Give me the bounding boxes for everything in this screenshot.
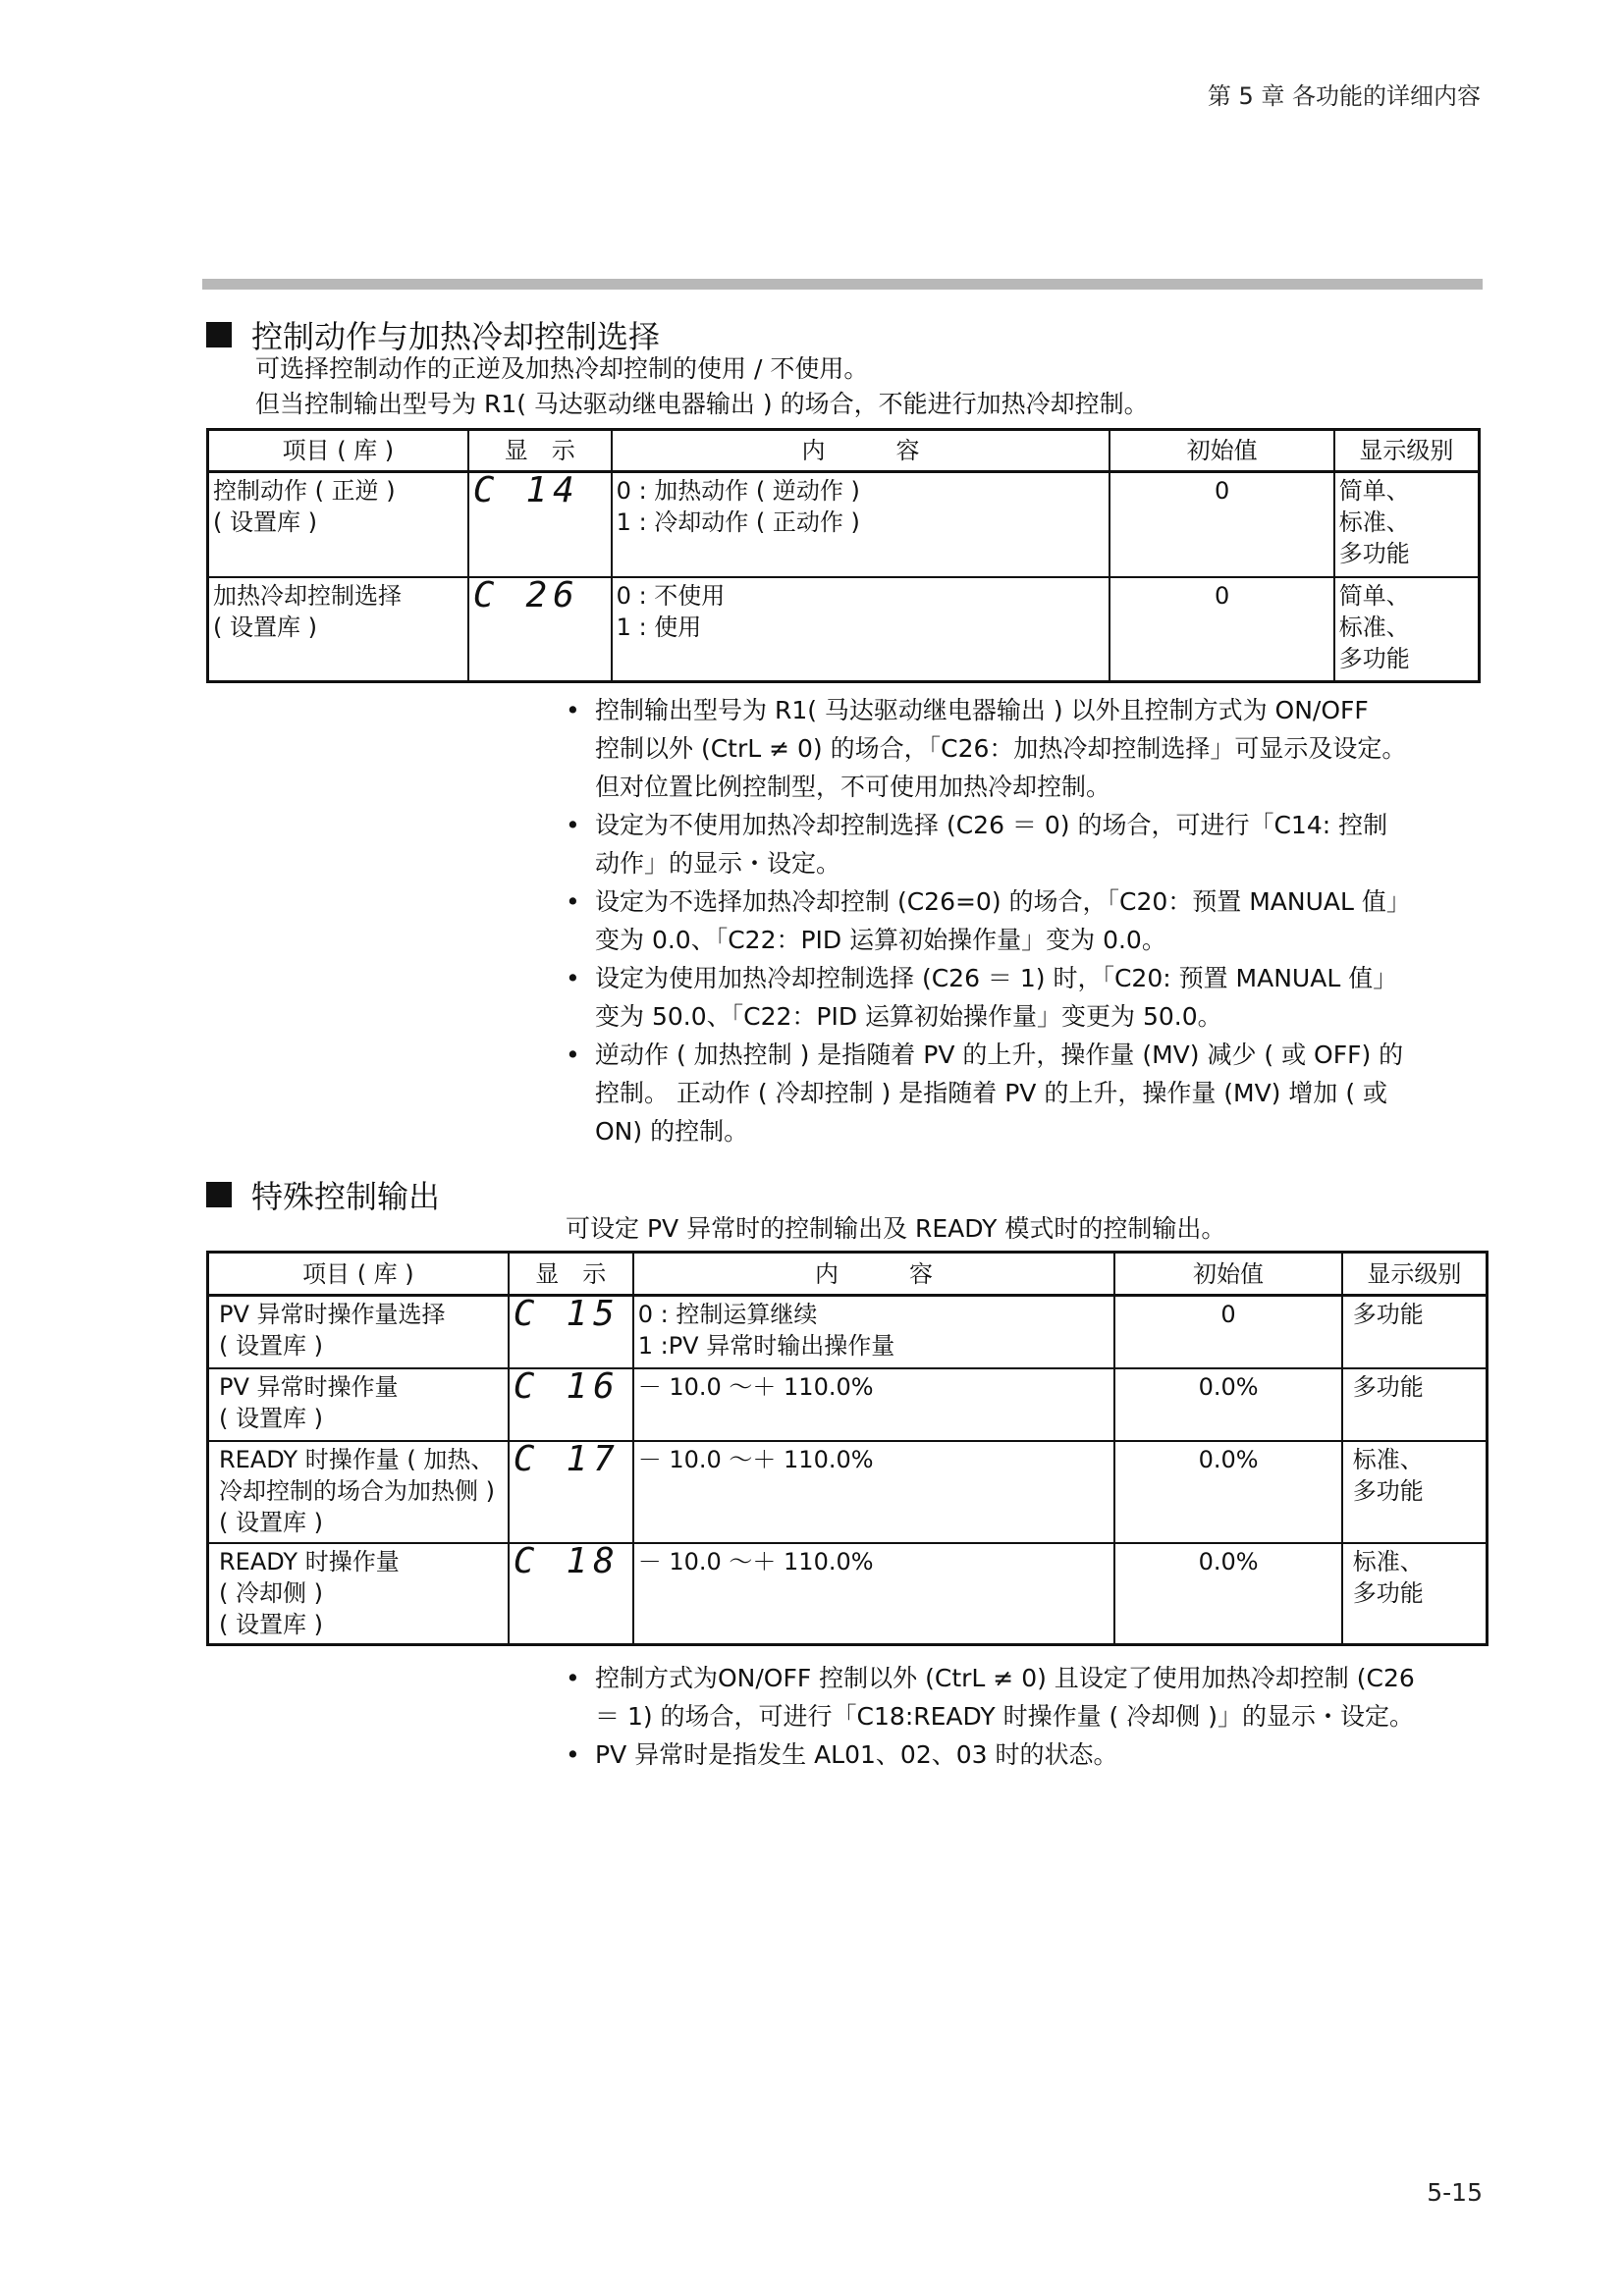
square-bullet-icon [206, 322, 232, 347]
initial-value: 0.0% [1114, 1368, 1341, 1441]
level-line: 标准、 [1338, 508, 1410, 536]
item-cell [208, 1296, 509, 1368]
content-line: 0 : 控制运算继续 [637, 1301, 818, 1328]
content-cell [633, 1368, 1115, 1441]
initial-value: 0 [1110, 577, 1333, 682]
item-cell [208, 1368, 509, 1441]
item-line: 冷却控制的场合为加热侧 ) [219, 1476, 495, 1505]
item-line: 加热冷却控制选择 [213, 581, 402, 610]
intro-line: 可选择控制动作的正逆及加热冷却控制的使用 / 不使用。 [255, 354, 869, 383]
segment-prefix: C [513, 1294, 541, 1334]
item-line: ( 设置库 ) [219, 1404, 323, 1432]
content-cell [633, 1543, 1115, 1645]
list-item [560, 882, 1492, 959]
content-cell [633, 1296, 1115, 1368]
level-line: 简单、 [1338, 581, 1410, 610]
content-line: 1 : 冷却动作 ( 正动作 ) [616, 508, 860, 536]
table-row [208, 1296, 1488, 1368]
list-item [560, 806, 1492, 882]
intro-line: 但当控制输出型号为 R1( 马达驱动继电器输出 ) 的场合，不能进行加热冷却控制。 [255, 390, 1149, 418]
list-item [560, 1659, 1492, 1735]
item-cell [208, 577, 468, 682]
level-line: 简单、 [1338, 477, 1410, 505]
content-cell [633, 1441, 1115, 1543]
item-line: READY 时操作量 ( 加热、 [219, 1445, 495, 1473]
level-cell [1334, 577, 1480, 682]
content-line: 0 : 不使用 [616, 581, 726, 610]
level-line: 多功能 [1338, 540, 1410, 567]
level-cell [1334, 472, 1480, 577]
segment-display [509, 1540, 633, 1645]
col-header-item: 项目 ( 库 ) [208, 430, 468, 472]
note-line: • 控制方式为ON/OFF 控制以外 (CtrL ≠ 0) 且设定了使用加热冷却控制 (C26 [595, 1664, 1415, 1692]
initial-value: 0 [1110, 472, 1333, 577]
initial-value: 0.0% [1114, 1543, 1341, 1645]
content-cell [612, 472, 1110, 577]
section-divider [202, 279, 1483, 290]
note-line: • 控制输出型号为 R1( 马达驱动继电器输出 ) 以外且控制方式为 ON/OFF [595, 696, 1369, 724]
special-output-table [206, 1251, 1489, 1646]
level-line: 标准、 [1352, 1445, 1424, 1473]
item-cell [208, 472, 468, 577]
segment-display [509, 1296, 633, 1368]
segment-prefix: C [472, 574, 501, 615]
table-header-row [208, 430, 1480, 472]
col-header-display: 显 示 [509, 1253, 633, 1296]
notes-list [560, 1659, 1492, 1774]
segment-display [509, 1365, 633, 1441]
square-bullet-icon [206, 1182, 232, 1207]
item-line: ( 设置库 ) [219, 1508, 323, 1536]
item-cell [208, 1441, 509, 1543]
chapter-header: 第 5 章 各功能的详细内容 [1207, 82, 1481, 110]
segment-number: 16 [566, 1365, 621, 1407]
item-line: ( 设置库 ) [219, 1332, 323, 1360]
list-item [560, 1036, 1492, 1150]
section-intro: 可设定 PV 异常时的控制输出及 READY 模式时的控制输出。 [566, 1214, 1226, 1243]
content-cell [612, 577, 1110, 682]
item-line: 控制动作 ( 正逆 ) [213, 477, 396, 505]
item-line: ( 设置库 ) [213, 508, 317, 536]
note-line: • 设定为不使用加热冷却控制选择 (C26 ＝ 0) 的场合，可进行「C14: 控制 [595, 811, 1388, 839]
col-header-initial: 初始值 [1114, 1253, 1341, 1296]
note-line: ＝ 1) 的场合，可进行「C18:READY 时操作量 ( 冷却侧 )」的显示・设定。 [595, 1702, 1414, 1731]
level-cell [1342, 1543, 1488, 1645]
note-line: 变为 0.0、「C22：PID 运算初始操作量」变为 0.0。 [595, 926, 1166, 954]
col-header-item: 项目 ( 库 ) [208, 1253, 509, 1296]
col-header-level: 显示级别 [1342, 1253, 1488, 1296]
table-row [208, 1543, 1488, 1645]
section-title: 特殊控制输出 [251, 1178, 441, 1215]
section-heading-special-output [206, 1172, 440, 1217]
content-line: － 10.0 ～＋ 110.0% [637, 1445, 874, 1473]
item-line: ( 冷却侧 ) [219, 1578, 323, 1607]
segment-prefix: C [513, 1365, 541, 1407]
segment-number: 15 [566, 1294, 621, 1334]
item-line: PV 异常时操作量 [219, 1372, 399, 1401]
segment-display [468, 472, 612, 577]
content-line: 1 : 使用 [616, 613, 702, 641]
control-action-table [206, 428, 1481, 683]
level-line: 标准、 [1352, 1547, 1424, 1575]
segment-number: 14 [525, 470, 580, 510]
initial-value: 0 [1114, 1296, 1341, 1368]
col-header-content: 内 容 [612, 430, 1110, 472]
col-header-level: 显示级别 [1334, 430, 1480, 472]
section-title: 控制动作与加热冷却控制选择 [251, 318, 661, 355]
level-cell [1342, 1296, 1488, 1368]
segment-number: 26 [525, 574, 580, 615]
note-line: ON) 的控制。 [595, 1117, 749, 1146]
segment-number: 17 [566, 1438, 621, 1479]
segment-prefix: C [513, 1540, 541, 1581]
content-line: 1 :PV 异常时输出操作量 [637, 1332, 895, 1360]
content-line: － 10.0 ～＋ 110.0% [637, 1547, 874, 1575]
note-line: 动作」的显示・设定。 [595, 849, 841, 878]
segment-display [468, 574, 612, 682]
content-line: － 10.0 ～＋ 110.0% [637, 1372, 874, 1401]
table-row [208, 1368, 1488, 1441]
item-line: READY 时操作量 [219, 1547, 400, 1575]
level-cell [1342, 1368, 1488, 1441]
note-line: • 设定为不选择加热冷却控制 (C26=0) 的场合，「C20：预置 MANUAL 值」 [595, 887, 1411, 916]
item-line: PV 异常时操作量选择 [219, 1301, 446, 1328]
segment-display [509, 1438, 633, 1543]
notes-list [560, 691, 1492, 1150]
note-line: • 设定为使用加热冷却控制选择 (C26 ＝ 1) 时，「C20: 预置 MANUAL 值」 [595, 964, 1398, 992]
segment-prefix: C [472, 470, 501, 510]
note-line: • PV 异常时是指发生 AL01、02、03 时的状态。 [595, 1740, 1118, 1769]
table-row [208, 577, 1480, 682]
note-line: 控制以外 (CtrL ≠ 0) 的场合，「C26：加热冷却控制选择」可显示及设定。 [595, 734, 1407, 763]
level-line: 多功能 [1352, 1372, 1424, 1401]
table-header-row [208, 1253, 1488, 1296]
page-number: 5-15 [1427, 2178, 1483, 2207]
level-line: 多功能 [1352, 1301, 1424, 1328]
segment-number: 18 [566, 1540, 621, 1581]
table-row [208, 472, 1480, 577]
col-header-content: 内 容 [633, 1253, 1115, 1296]
table-row [208, 1441, 1488, 1543]
note-line: 但对位置比例控制型，不可使用加热冷却控制。 [595, 773, 1111, 801]
level-line: 多功能 [1352, 1476, 1424, 1505]
list-item [560, 959, 1492, 1036]
level-line: 多功能 [1352, 1578, 1424, 1607]
list-item [560, 1735, 1492, 1774]
col-header-display: 显 示 [468, 430, 612, 472]
level-line: 标准、 [1338, 613, 1410, 641]
item-cell [208, 1543, 509, 1645]
note-line: • 逆动作 ( 加热控制 ) 是指随着 PV 的上升，操作量 (MV) 减少 ( 或 OFF) 的 [595, 1041, 1404, 1069]
initial-value: 0.0% [1114, 1441, 1341, 1543]
content-line: 0 : 加热动作 ( 逆动作 ) [616, 477, 860, 505]
section-intro [255, 351, 1149, 422]
segment-prefix: C [513, 1438, 541, 1479]
item-line: ( 设置库 ) [219, 1610, 323, 1638]
note-line: 变为 50.0、「C22：PID 运算初始操作量」变更为 50.0。 [595, 1002, 1222, 1031]
col-header-initial: 初始值 [1110, 430, 1333, 472]
note-line: 控制。 正动作 ( 冷却控制 ) 是指随着 PV 的上升，操作量 (MV) 增加 ( 或 [595, 1079, 1388, 1107]
list-item [560, 691, 1492, 806]
level-cell [1342, 1441, 1488, 1543]
level-line: 多功能 [1338, 644, 1410, 672]
item-line: ( 设置库 ) [213, 613, 317, 641]
